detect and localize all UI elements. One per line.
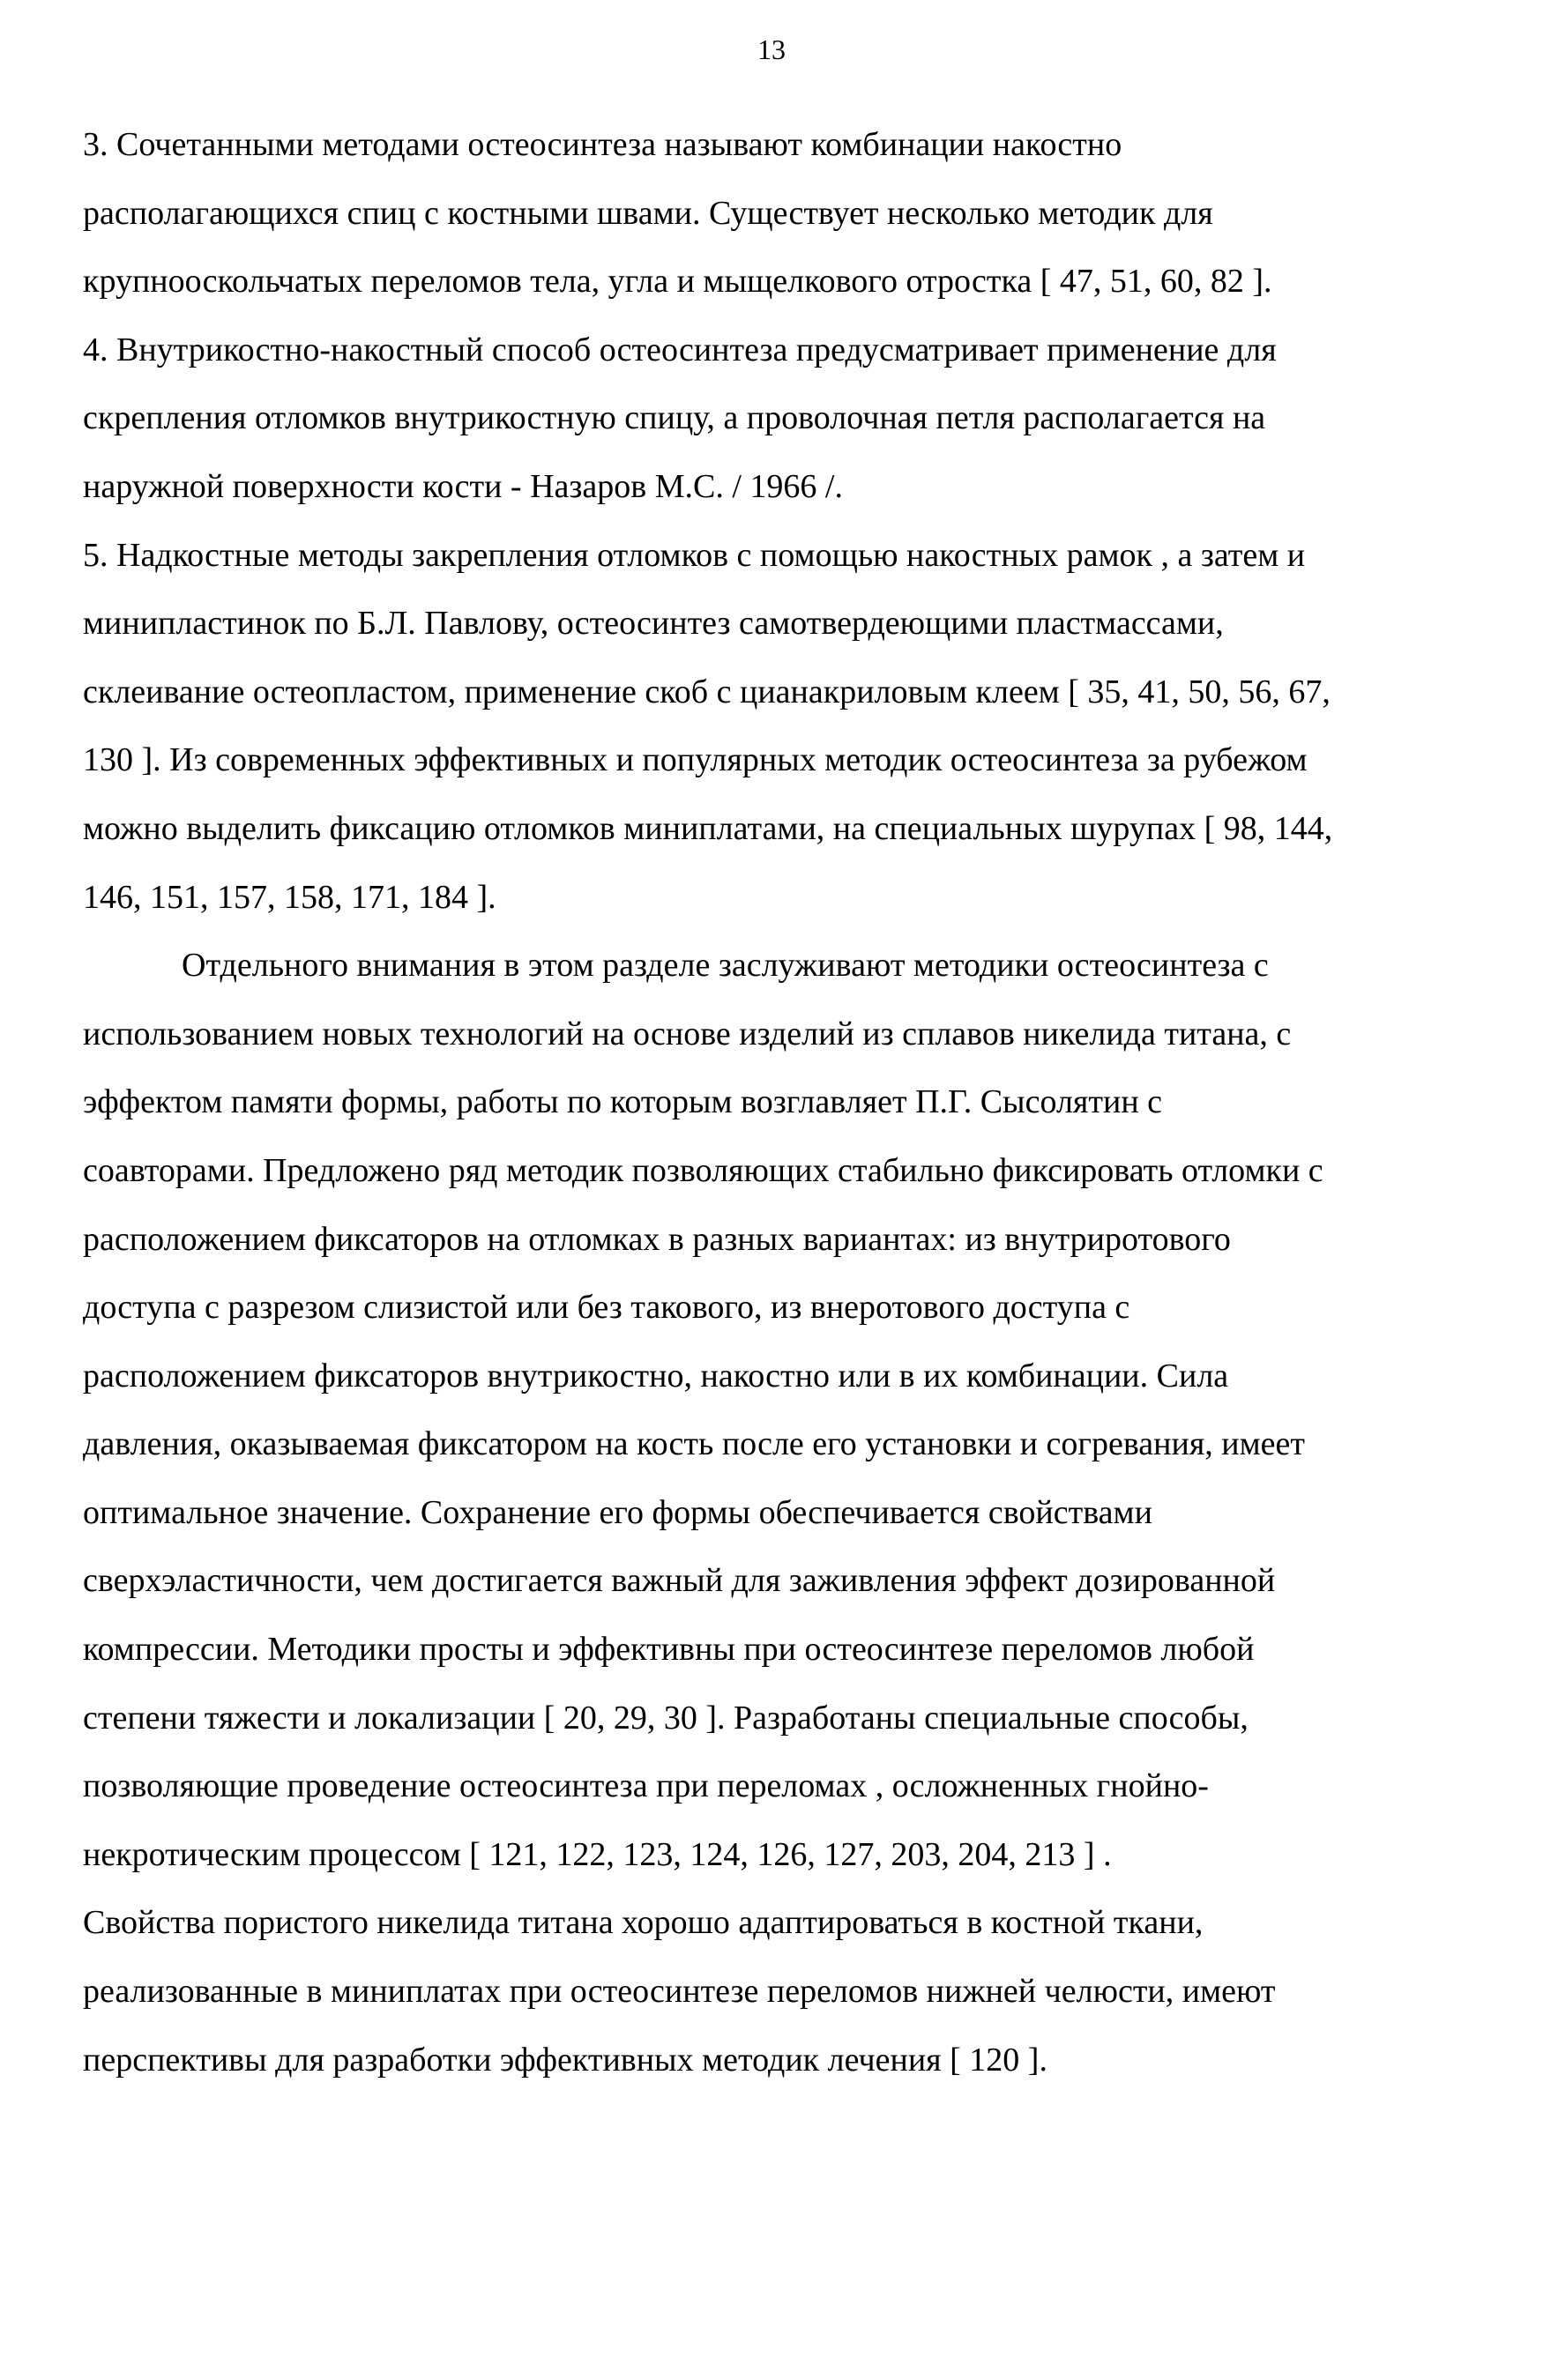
text-line: скрепления отломков внутрикостную спицу, а проволочная петля располагается на — [83, 399, 1266, 437]
text-line: эффектом памяти формы, работы по которым возглавляет П.Г. Сысолятин с — [83, 1083, 1163, 1121]
text-line: 5. Надкостные методы закрепления отломков с помощью накостных рамок , а затем и — [83, 536, 1306, 574]
text-line: можно выделить фиксацию отломков миниплатами, на специальных шурупах [ 98, 144, — [83, 809, 1333, 847]
text-line: реализованные в миниплатах при остеосинтезе переломов нижней челюсти, имеют — [83, 1973, 1276, 2011]
text-line: компрессии. Методики просты и эффективны при остеосинтезе переломов любой — [83, 1631, 1255, 1669]
text-line: позволяющие проведение остеосинтеза при переломах , осложненных гнойно- — [83, 1767, 1209, 1805]
text-line: крупнооскольчатых переломов тела, угла и мыщелкового отростка [ 47, 51, 60, 82 ]. — [83, 263, 1272, 301]
text-line: 130 ]. Из современных эффективных и популярных методик остеосинтеза за рубежом — [83, 741, 1308, 779]
text-line: расположением фиксаторов внутрикостно, накостно или в их комбинации. Сила — [83, 1357, 1229, 1395]
text-line: сверхэластичности, чем достигается важный для заживления эффект дозированной — [83, 1562, 1276, 1600]
text-line: 3. Сочетанными методами остеосинтеза называют комбинации накостно — [83, 126, 1122, 163]
text-line: степени тяжести и локализации [ 20, 29, 30 ]. Разработаны специальные способы, — [83, 1699, 1249, 1737]
text-line: некротическим процессом [ 121, 122, 123, 124, 126, 127, 203, 204, 213 ] . — [83, 1835, 1112, 1873]
text-line: перспективы для разработки эффективных методик лечения [ 120 ]. — [83, 2041, 1047, 2079]
text-line: 4. Внутрикостно-накостный способ остеосинтеза предусматривает применение для — [83, 331, 1277, 368]
text-line: расположением фиксаторов на отломках в разных вариантах: из внутриротового — [83, 1220, 1231, 1258]
text-line: располагающихся спиц с костными швами. Существует несколько методик для — [83, 194, 1213, 232]
text-line: использованием новых технологий на основе изделий из сплавов никелида титана, с — [83, 1015, 1292, 1052]
text-line: минипластинок по Б.Л. Павлову, остеосинтез самотвердеющими пластмассами, — [83, 605, 1224, 643]
paragraph-first-line: Отдельного внимания в этом разделе заслуживают методики остеосинтеза с — [182, 947, 1269, 985]
text-line: наружной поверхности кости - Назаров М.С. / 1966 /. — [83, 467, 843, 505]
document-body — [83, 111, 1467, 2094]
text-line: давления, оказываемая фиксатором на кость после его установки и согревания, имеет — [83, 1425, 1306, 1463]
text-line: 146, 151, 157, 158, 171, 184 ]. — [83, 878, 496, 916]
text-line: склеивание остеопластом, применение скоб с цианакриловым клеем [ 35, 41, 50, 56, 67, — [83, 673, 1331, 710]
page-number: 13 — [757, 33, 786, 65]
text-line: оптимальное значение. Сохранение его формы обеспечивается свойствами — [83, 1493, 1152, 1531]
text-line: соавторами. Предложено ряд методик позволяющих стабильно фиксировать отломки с — [83, 1151, 1323, 1189]
text-line: доступа с разрезом слизистой или без такового, из внеротового доступа с — [83, 1289, 1130, 1327]
text-line: Свойства пористого никелида титана хорошо адаптироваться в костной ткани, — [83, 1904, 1204, 1942]
